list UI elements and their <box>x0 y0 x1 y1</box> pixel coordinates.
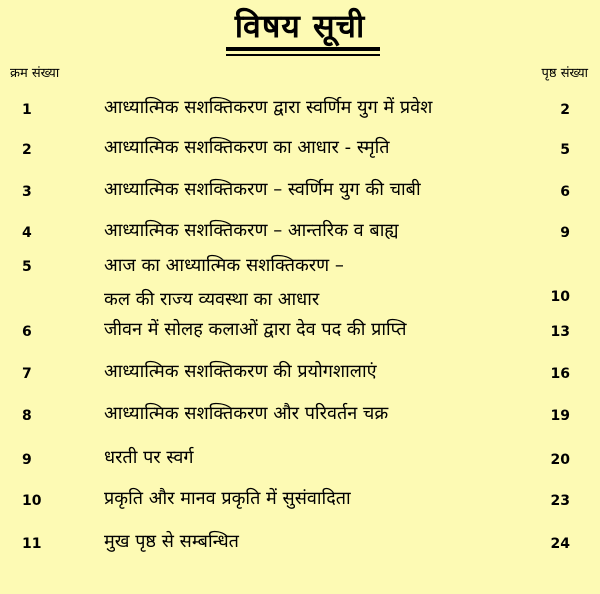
entry-number: 11 <box>22 536 42 552</box>
entry-title-line-1: आध्यात्मिक सशक्तिकरण – आन्तरिक व बाह्य <box>104 220 399 241</box>
entry-page: 23 <box>550 493 570 509</box>
serial-number-header: क्रम संख्या <box>10 66 60 81</box>
entry-page: 13 <box>550 324 570 340</box>
entry-number: 8 <box>22 408 32 424</box>
entry-number: 3 <box>22 184 32 200</box>
entry-title <box>104 487 514 511</box>
entry-title-line-1: आध्यात्मिक सशक्तिकरण और परिवर्तन चक्र <box>104 403 389 424</box>
entry-title-line-1: आध्यात्मिक सशक्तिकरण – स्वर्णिम युग की चाबी <box>104 179 421 200</box>
entry-title-line-1: जीवन में सोलह कलाओं द्वारा देव पद की प्राप्ति <box>104 319 407 340</box>
entry-number: 6 <box>22 324 32 340</box>
entry-page: 24 <box>550 536 570 552</box>
entry-number: 4 <box>22 225 32 241</box>
entry-title-line-1: आध्यात्मिक सशक्तिकरण का आधार - स्मृति <box>104 137 390 158</box>
entry-number: 9 <box>22 452 32 468</box>
title-underline-thin <box>226 54 380 56</box>
entry-page: 6 <box>560 184 570 200</box>
entry-title-line-1: प्रकृति और मानव प्रकृति में सुसंवादिता <box>104 488 351 509</box>
entry-title-line-2: कल की राज्य व्यवस्था का आधार <box>104 289 320 310</box>
entry-title <box>104 318 514 342</box>
entry-title-line-1: आध्यात्मिक सशक्तिकरण की प्रयोगशालाएं <box>104 361 377 382</box>
page-title: विषय सूची <box>234 7 366 45</box>
entry-number: 2 <box>22 142 32 158</box>
entry-title <box>104 96 514 120</box>
entry-title-line-1: धरती पर स्वर्ग <box>104 447 194 468</box>
entry-page: 9 <box>560 225 570 241</box>
entry-title-line-1: आज का आध्यात्मिक सशक्तिकरण – <box>104 255 344 276</box>
entry-title-line-1: आध्यात्मिक सशक्तिकरण द्वारा स्वर्णिम युग में प्रवेश <box>104 97 433 118</box>
entry-title <box>104 219 514 243</box>
entry-title-line-1: मुख पृष्ठ से सम्बन्धित <box>104 531 239 552</box>
title-block <box>0 6 600 46</box>
entry-title <box>104 446 514 470</box>
entry-number: 10 <box>22 493 42 509</box>
entry-title <box>104 178 514 202</box>
entry-title <box>104 136 514 160</box>
entry-number: 1 <box>22 102 32 118</box>
entry-number: 7 <box>22 366 32 382</box>
entry-page: 2 <box>560 102 570 118</box>
title-underline-thick <box>226 47 380 51</box>
entry-title <box>104 254 514 312</box>
entry-page: 20 <box>550 452 570 468</box>
entry-page: 16 <box>550 366 570 382</box>
entry-number: 5 <box>22 259 32 275</box>
entry-title <box>104 402 514 426</box>
entry-page: 5 <box>560 142 570 158</box>
entry-title <box>104 360 514 384</box>
entry-page: 10 <box>550 289 570 305</box>
entry-page: 19 <box>550 408 570 424</box>
entry-title <box>104 530 514 554</box>
page-number-header: पृष्ठ संख्या <box>541 66 588 81</box>
